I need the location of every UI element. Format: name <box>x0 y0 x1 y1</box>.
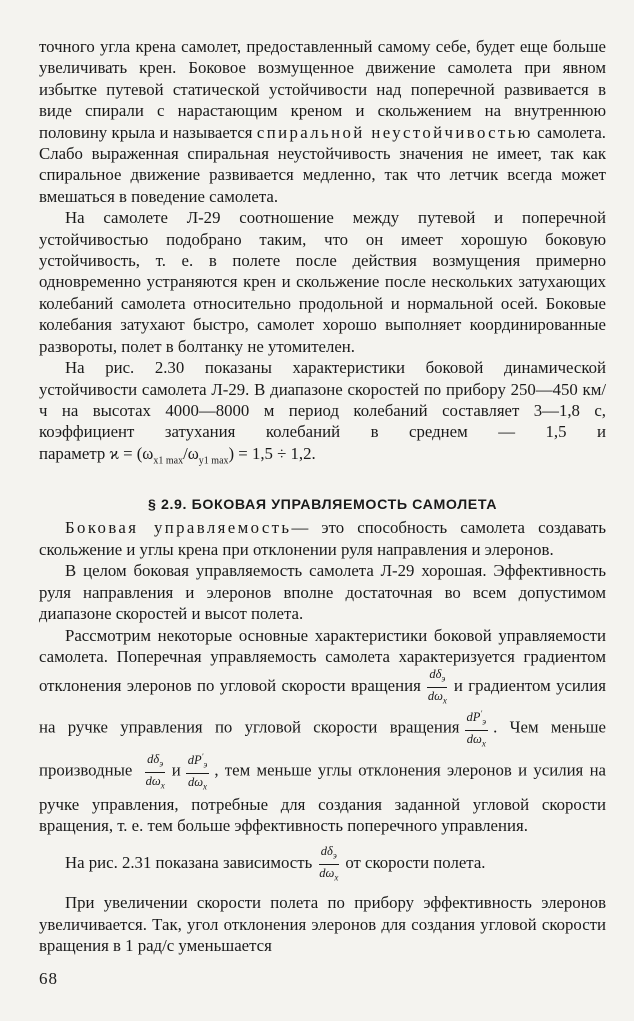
text-p6c: . Чем меньше производные <box>39 717 606 780</box>
text-p8: При увеличении скорости полета по прибору эффективность элеронов увеличивается. Так, угол отклонения элеронов для создания угловой скорости вращения в 1 рад/с уменьшается <box>39 893 606 956</box>
text-p1-end: самолета. Слабо выраженная спиральная неустойчивость значения не имеет, так как спиральное движение развивается медленно, так что летчик всегда может вмешаться в поведение самолета. <box>39 122 606 206</box>
text-p1: точного угла крена самолет, предоставленный самому себе, будет еще больше увеличивать крен. Боковое возмущенное движение самолета при явном избытке путевой статической устойчивости над поперечной развивается в виде спирали с нарастающим креном и скольжением на внутреннюю половину крыла и называется <box>39 37 606 142</box>
text-p6d: и <box>171 760 181 780</box>
paragraph-lateral-control-definition <box>39 517 606 560</box>
fraction-ddelta-domega-2: $\frac{d\delta_э}{d\omega_x}$ <box>145 752 165 791</box>
paragraph-l29-control <box>39 560 606 624</box>
text-p6e: , тем меньше углы отклонения элеронов и усилия на ручке управления, потребные для создания заданной угловой скорости вращения, т. е. тем больше эффективность поперечного управления. <box>39 760 606 836</box>
paragraph-l29-stability <box>39 207 606 357</box>
paragraph-spiral-instability <box>39 36 606 207</box>
term-lateral-control: Боковая управляемость <box>65 518 292 538</box>
term-spiral-instability: спиральной неустойчивостью <box>256 122 533 142</box>
fraction-ddelta-domega-3: $\frac{d\delta_э}{d\omega_x}$ <box>319 844 339 883</box>
text-p6b: и градиентом усилия на ручке управления по угловой скорости вращения <box>39 676 606 737</box>
section-heading: § 2.9. БОКОВАЯ УПРАВЛЯЕМОСТЬ САМОЛЕТА <box>147 497 498 514</box>
fraction-ddelta-domega: $\frac{d\delta_э}{d\omega_x}$ <box>427 667 447 706</box>
paragraph-fig-2-30 <box>39 357 606 471</box>
paragraph-gradients <box>39 625 606 837</box>
fraction-dP-domega-2: $\frac{dP'_э}{d\omega_x}$ <box>187 752 208 792</box>
page-number: 68 <box>39 969 58 988</box>
text-p5: В целом боковая управляемость самолета Л-29 хорошая. Эффективность руля направления и элеронов вполне достаточная во всем допустимом диапазоне скоростей и высот полета. <box>39 561 606 624</box>
paragraph-fig-2-31 <box>39 844 606 884</box>
formula-kappa: $ϰ = (\omega_{x1 max}/\omega_{y1 max}) = 1,5 \div 1,2$. <box>109 443 316 467</box>
text-p4: — это способность самолета создавать скольжение и углы крена при отклонении руля направления и элеронов. <box>39 518 606 559</box>
text-p7b: от скорости полета. <box>345 853 486 873</box>
text-p6a: Рассмотрим некоторые основные характеристики боковой управляемости самолета. Поперечная управляемость самолета характеризуется градиентом отклонения элеронов по угловой скорости вращения <box>39 625 606 696</box>
paragraph-aileron-effectiveness <box>39 892 606 956</box>
fraction-dP-domega: $\frac{dP'_э}{d\omega_x}$ <box>466 709 487 749</box>
text-p7a: На рис. 2.31 показана зависимость <box>65 853 313 873</box>
text-p2: На самолете Л-29 соотношение между путевой и поперечной устойчивостью подобрано таким, что он имеет хорошую боковую устойчивость, т. е. в полете после действия возмущения примерно одновременно устраняются крен и скольжение после нескольких затухающих колебаний самолета относительно продольной и нормальной осей. Боковые колебания затухают быстро, самолет хорошо выполняет координированные развороты, полет в болтанку не утомителен. <box>39 208 606 356</box>
text-p3: На рис. 2.30 показаны характеристики боковой динамической устойчивости самолета Л-29. В диапазоне скоростей по прибору 250—450 км/ч на высотах 4000—8000 м период колебаний составляет 3—1,8 с, коэффициент затухания колебаний в среднем — 1,5 и параметр <box>39 358 606 463</box>
